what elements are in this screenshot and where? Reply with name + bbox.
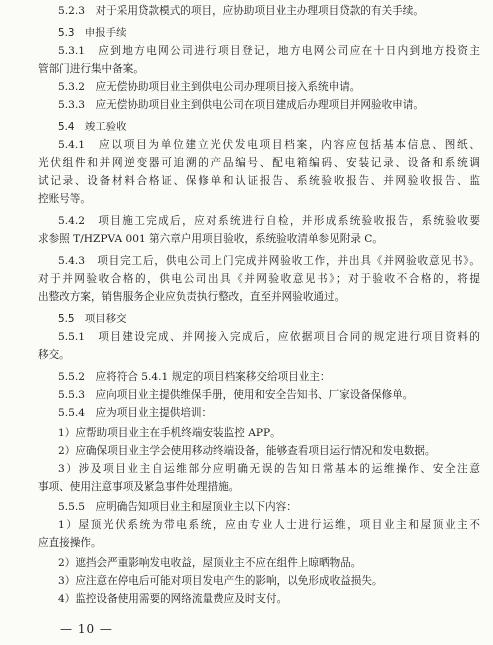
text-line: 应直接操作。 xyxy=(38,537,102,549)
text-line: 1）应帮助项目业主在手机终端安装监控 APP。 xyxy=(58,427,281,439)
text-line: 求参照 T/HZPVA 001 第六章户用项目验收，系统验收清单参见附录 C。 xyxy=(38,233,383,245)
text-line: 5.3.1 应到地方电网公司进行项目登记，地方电网公司应在十日内到地方投资主 xyxy=(58,45,480,57)
text-line: 移交。 xyxy=(38,349,70,361)
text-line: 5.4.3 项目完工后，供电公司上门完成并网验收工作，并出具《并网验收意见书》。 xyxy=(58,255,480,267)
text-line: 5.5.5 应明确告知项目业主和屋顶业主以下内容： xyxy=(58,501,297,513)
text-line: 5.3.2 应无偿协助项目业主到供电公司办理项目接入系统申请。 xyxy=(58,81,361,93)
text-line: 5.4.1 应以项目为单位建立光伏发电项目档案，内容应包括基本信息、图纸、 xyxy=(58,139,480,151)
text-line: 5.2.3 对于采用贷款模式的项目，应协助项目业主办理项目贷款的有关手续。 xyxy=(58,5,424,17)
text-line: 4）监控设备使用需要的网络流量费应及时支付。 xyxy=(58,593,288,605)
text-line: 事项、使用注意事项及紧急事件处理措施。 xyxy=(38,481,240,493)
text-line: 5.4.2 项目施工完成后，应对系统进行自检，并形成系统验收报告，系统验收要 xyxy=(58,215,480,227)
text-line: 5.3.3 应无偿协助项目业主到供电公司在项目建成后办理项目并网验收申请。 xyxy=(58,99,424,111)
text-line: 5.5.3 应向项目业主提供维保手册，使用和安全告知书、厂家设备保修单。 xyxy=(58,389,414,401)
text-line: 5.5.1 项目建设完成、并网接入完成后，应依据项目合同的规定进行项目资料的 xyxy=(58,331,480,343)
text-line: 光伏组件和并网逆变器可追溯的产品编号、配电箱编码、安装记录、设备和系统调 xyxy=(38,157,480,169)
page-number: — 10 — xyxy=(60,622,113,636)
text-line: 5.5.4 应为项目业主提供培训： xyxy=(58,407,213,419)
text-line: 2）应确保项目业主学会使用移动终端设备，能够查看项目运行情况和发电数据。 xyxy=(58,445,436,457)
text-line: 试记录、设备材料合格证、保修单和认证报告、系统验收报告、并网验收报告、监 xyxy=(38,175,480,187)
text-line: 3）涉及项目业主自运维部分应明确无误的告知日常基本的运维操作、安全注意 xyxy=(58,463,480,475)
text-line: 3）应注意在停电后可能对项目发电产生的影响，以免形成收益损失。 xyxy=(58,575,383,587)
section-heading: 5.3 申报手续 xyxy=(58,27,127,39)
text-line: 1）屋顶光伏系统为带电系统，应由专业人士进行运维，项目业主和屋顶业主不 xyxy=(58,519,480,531)
section-heading: 5.5 项目移交 xyxy=(58,313,127,325)
text-line: 对于并网验收合格的，供电公司出具《并网验收意见书》；对于验收不合格的，将提 xyxy=(38,273,480,285)
text-line: 管部门进行集中备案。 xyxy=(38,63,144,75)
section-heading: 5.4 竣工验收 xyxy=(58,121,127,133)
text-line: 出整改方案，销售服务企业应负责执行整改，直至并网验收通过。 xyxy=(38,291,346,303)
text-line: 2）遮挡会严重影响发电收益，屋顶业主不应在组件上晾晒物品。 xyxy=(58,557,362,569)
text-line: 控账号等。 xyxy=(38,193,91,205)
text-line: 5.5.2 应将符合 5.4.1 规定的项目档案移交给项目业主： xyxy=(58,371,331,383)
